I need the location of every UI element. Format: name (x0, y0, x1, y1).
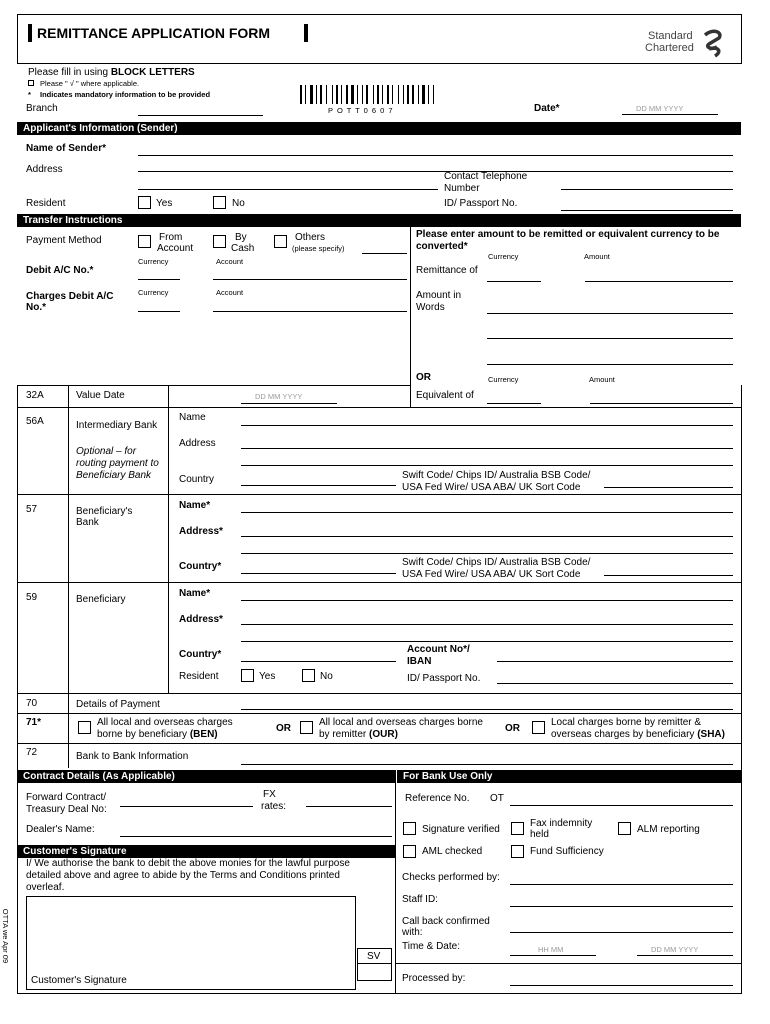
resident-no-checkbox[interactable] (213, 196, 226, 209)
intermediary-swift-line[interactable] (604, 487, 733, 488)
time-date-label: Time & Date: (402, 941, 460, 952)
remit-currency-line[interactable] (487, 281, 541, 282)
charges-currency-line[interactable] (138, 311, 180, 312)
sender-name-label: Name of Sender* (26, 143, 107, 154)
time-line[interactable] (510, 955, 596, 956)
intermediary-address-label: Address (179, 438, 216, 449)
sender-id-label: ID/ Passport No. (444, 198, 518, 209)
bene-address-label: Address* (179, 614, 223, 625)
equivalent-of-label: Equivalent of (416, 390, 474, 401)
bene-bank-name-label: Name* (179, 500, 211, 511)
callback-date-line[interactable] (637, 955, 733, 956)
beneficiary-bank-label: Beneficiary's (76, 506, 133, 517)
sender-address-label: Address (26, 164, 63, 175)
others-label: Others (295, 232, 326, 243)
sender-id-line[interactable] (561, 210, 733, 211)
bene-id-line[interactable] (497, 683, 733, 684)
grid-code-divider (68, 385, 69, 768)
dealer-label: Dealer's Name: (26, 824, 95, 835)
alm-reporting-label: ALM reporting (637, 824, 700, 835)
forward-label-2: Treasury Deal No: (26, 804, 107, 815)
fund-sufficiency-label: Fund Sufficiency (530, 846, 604, 857)
charges-or-1: OR (276, 723, 291, 734)
barcode-text: P O T T 0 6 0 7 (328, 106, 394, 115)
aml-checked-checkbox[interactable] (403, 845, 416, 858)
equiv-amount-line[interactable] (590, 403, 733, 404)
charges-account-line[interactable] (213, 311, 407, 312)
bene-country-line[interactable] (241, 661, 396, 662)
bank-info-line[interactable] (241, 764, 733, 765)
amount-words-line-1[interactable] (487, 313, 733, 314)
code-32a: 32A (26, 390, 44, 401)
bank-info-label: Bank to Bank Information (76, 751, 189, 762)
callback-date-placeholder: DD MM YYYY (651, 945, 699, 954)
forward-label: Forward Contract/ (26, 792, 107, 803)
resident-no-label: No (232, 198, 245, 209)
details-payment-line[interactable] (241, 709, 733, 710)
intermediary-label: Intermediary Bank (76, 420, 158, 431)
logo-text-1: Standard (648, 30, 693, 42)
reference-line[interactable] (510, 805, 733, 806)
intermediary-swift-label-2: USA Fed Wire/ USA ABA/ UK Sort Code (402, 482, 581, 493)
code-56a: 56A (26, 416, 44, 427)
side-form-code: OTTA we Apr 09 (1, 908, 11, 964)
charges-ac-label-2: No.* (26, 302, 46, 313)
mandatory-star: * (28, 90, 31, 99)
intermediary-optional-note: Optional – for routing payment to Beneficiary Bank (76, 446, 159, 481)
sig-verified-label: Signature verified (422, 824, 500, 835)
intermediary-country-line[interactable] (241, 485, 396, 486)
sender-section-bar: Applicant's Information (Sender) (17, 122, 741, 135)
others-checkbox[interactable] (274, 235, 287, 248)
bene-bank-country-label: Country* (179, 561, 222, 572)
bottom-right-border (741, 768, 742, 994)
sv-divider (357, 963, 392, 964)
amount-words-label-2: Words (416, 302, 445, 313)
declaration-text: I/ We authorise the bank to debit the above monies for the lawful purpose detailed above and agree to abide by the Terms and Conditions printed overleaf. (26, 858, 350, 893)
tick-box-icon (28, 80, 34, 86)
code-59: 59 (26, 592, 38, 603)
others-specify-line[interactable] (362, 253, 407, 254)
fax-indemnity-label: Fax indemnity (530, 818, 593, 829)
resident-yes-label: Yes (156, 198, 173, 209)
remittance-of-label: Remittance of (416, 265, 478, 276)
processed-top-divider (395, 963, 741, 964)
title-bar-left (28, 24, 32, 42)
intermediary-name-label: Name (179, 412, 206, 423)
transfer-section-bar: Transfer Instructions (17, 214, 741, 227)
sv-label: SV (367, 951, 381, 962)
logo-text-2: Chartered (645, 42, 694, 54)
bottom-left-border (17, 768, 18, 994)
fx-label: FX (263, 789, 276, 800)
checks-line[interactable] (510, 884, 733, 885)
cash-label: Cash (231, 243, 255, 254)
debit-currency-line[interactable] (138, 279, 180, 280)
charges-or-2: OR (505, 723, 520, 734)
charges-our-label-2: by remitter (OUR) (319, 729, 398, 740)
debit-account-line[interactable] (213, 279, 407, 280)
charges-our-label: All local and overseas charges borne (319, 717, 483, 728)
charges-ben-checkbox[interactable] (78, 721, 91, 734)
staff-id-label: Staff ID: (402, 894, 438, 905)
row-line-56a (17, 407, 742, 408)
bene-account-label: Account No*/ (407, 644, 470, 655)
debit-currency-label: Currency (138, 257, 169, 266)
fx-line[interactable] (306, 806, 392, 807)
signature-label: Customer's Signature (31, 975, 127, 986)
by-cash-checkbox[interactable] (213, 235, 226, 248)
row-line-59 (17, 582, 742, 583)
from-account-checkbox[interactable] (138, 235, 151, 248)
sig-verified-checkbox[interactable] (403, 822, 416, 835)
amount-words-label: Amount in (416, 290, 462, 301)
bene-address-line-2[interactable] (241, 641, 733, 642)
fax-indemnity-checkbox[interactable] (511, 822, 524, 835)
bene-bank-swift-label-2: USA Fed Wire/ USA ABA/ UK Sort Code (402, 569, 581, 580)
bene-bank-address-label: Address* (179, 526, 223, 537)
fill-instruction: Please fill in using BLOCK LETTERS (28, 67, 195, 78)
bene-name-label: Name* (179, 588, 211, 599)
charges-currency-label: Currency (138, 288, 169, 297)
checks-label: Checks performed by: (402, 872, 500, 883)
bene-bank-swift-line[interactable] (604, 575, 733, 576)
grid-left-border (17, 385, 18, 768)
amount-prompt: Please enter amount to be remitted or equivalent currency to be converted* (416, 229, 720, 252)
charges-sha-checkbox[interactable] (532, 721, 545, 734)
charges-sha-label: Local charges borne by remitter & (551, 717, 702, 728)
date-line[interactable] (622, 114, 718, 115)
bene-resident-no-checkbox[interactable] (302, 669, 315, 682)
value-date-placeholder: DD MM YYYY (255, 392, 303, 401)
charges-ac-label: Charges Debit A/C (26, 291, 114, 302)
debit-account-label: Account (216, 257, 244, 266)
signature-section-bar: Customer's Signature (17, 845, 395, 858)
date-label: Date* (534, 103, 560, 114)
time-placeholder: HH MM (538, 945, 564, 954)
aml-checked-label: AML checked (422, 846, 483, 857)
bene-resident-yes-label: Yes (259, 671, 276, 682)
reference-label: Reference No. (405, 793, 470, 804)
row-line-72 (17, 743, 742, 744)
bene-bank-swift-label: Swift Code/ Chips ID/ Australia BSB Code/ (402, 557, 591, 568)
remit-amount-label: Amount (584, 252, 610, 261)
branch-line[interactable] (138, 115, 263, 116)
bene-name-line[interactable] (241, 600, 733, 601)
contact-label: Contact Telephone (444, 171, 528, 182)
sender-name-line[interactable] (138, 155, 733, 156)
intermediary-address-line-2[interactable] (241, 465, 733, 466)
title-bar-right (304, 24, 308, 42)
charges-ben-label: All local and overseas charges (97, 717, 233, 728)
intermediary-country-label: Country (179, 474, 215, 485)
resident-label: Resident (26, 198, 66, 209)
callback-label-2: with: (402, 927, 423, 938)
amount-words-line-3[interactable] (487, 364, 733, 365)
intermediary-swift-label: Swift Code/ Chips ID/ Australia BSB Code/ (402, 470, 591, 481)
contact-line[interactable] (561, 189, 733, 190)
value-date-line[interactable] (241, 403, 337, 404)
contract-section-bar: Contract Details (As Applicable) (17, 770, 395, 783)
bene-bank-name-line[interactable] (241, 512, 733, 513)
sender-address-line-2[interactable] (138, 189, 438, 190)
specify-label: (please specify) (292, 244, 345, 253)
grid-right-border (741, 385, 742, 768)
beneficiary-label: Beneficiary (76, 594, 126, 605)
or-label: OR (416, 372, 431, 383)
processed-line[interactable] (510, 985, 733, 986)
staff-id-line[interactable] (510, 906, 733, 907)
form-title: REMITTANCE APPLICATION FORM (37, 25, 271, 41)
code-57: 57 (26, 504, 38, 515)
callback-label: Call back confirmed (402, 916, 490, 927)
tick-note: Please " √ " where applicable. (40, 79, 140, 88)
equiv-amount-label: Amount (589, 375, 615, 384)
bene-resident-label: Resident (179, 671, 219, 682)
logo-icon (703, 28, 725, 58)
bene-id-label: ID/ Passport No. (407, 673, 481, 684)
bene-bank-address-line-1[interactable] (241, 536, 733, 537)
payment-method-label: Payment Method (26, 235, 102, 246)
account-label: Account (157, 243, 194, 254)
bene-resident-no-label: No (320, 671, 333, 682)
fx-label-2: rates: (261, 801, 287, 812)
row-line-57 (17, 494, 742, 495)
remit-amount-line[interactable] (585, 281, 733, 282)
sender-address-line-1[interactable] (138, 171, 733, 172)
dealer-line[interactable] (120, 836, 392, 837)
grid-label-divider (168, 385, 169, 693)
bene-address-line-1[interactable] (241, 624, 733, 625)
mandatory-note: Indicates mandatory information to be provided (40, 90, 211, 99)
transfer-divider (410, 227, 411, 407)
reference-prefix: OT (490, 793, 504, 804)
by-label: By (235, 232, 247, 243)
processed-label: Processed by: (402, 973, 466, 984)
bank-use-section-bar: For Bank Use Only (397, 770, 741, 783)
intermediary-name-line[interactable] (241, 425, 733, 426)
fund-sufficiency-checkbox[interactable] (511, 845, 524, 858)
bank-use-divider (395, 770, 396, 994)
alm-reporting-checkbox[interactable] (618, 822, 631, 835)
charges-our-checkbox[interactable] (300, 721, 313, 734)
equiv-currency-label: Currency (488, 375, 519, 384)
debit-ac-label: Debit A/C No.* (26, 265, 94, 276)
row-line-32a (17, 385, 410, 386)
charges-account-label: Account (216, 288, 244, 297)
row-line-70 (17, 693, 742, 694)
bene-bank-country-line[interactable] (241, 573, 396, 574)
charges-ben-label-2: borne by beneficiary (BEN) (97, 729, 218, 740)
code-70: 70 (26, 698, 38, 709)
details-payment-label: Details of Payment (76, 699, 160, 710)
beneficiary-bank-label-2: Bank (76, 517, 99, 528)
forward-line[interactable] (120, 806, 253, 807)
bene-account-line[interactable] (497, 661, 733, 662)
branch-label: Branch (26, 103, 58, 114)
equiv-currency-line[interactable] (487, 403, 541, 404)
bene-resident-yes-checkbox[interactable] (241, 669, 254, 682)
bene-country-label: Country* (179, 649, 222, 660)
value-date-label: Value Date (76, 390, 125, 401)
bene-account-label-2: IBAN (407, 656, 432, 667)
intermediary-address-line-1[interactable] (241, 448, 733, 449)
code-71: 71* (26, 717, 42, 728)
remit-currency-label: Currency (488, 252, 519, 261)
row-line-71 (17, 713, 742, 714)
resident-yes-checkbox[interactable] (138, 196, 151, 209)
bene-bank-address-line-2[interactable] (241, 553, 733, 554)
fax-indemnity-label-2: held (530, 829, 549, 840)
code-72: 72 (26, 747, 38, 758)
contact-label-2: Number (444, 183, 480, 194)
date-placeholder: DD MM YYYY (636, 104, 684, 113)
callback-line[interactable] (510, 932, 733, 933)
charges-sha-label-2: overseas charges by beneficiary (SHA) (551, 729, 725, 740)
from-label: From (159, 232, 183, 243)
amount-words-line-2[interactable] (487, 338, 733, 339)
bottom-border (17, 993, 742, 994)
